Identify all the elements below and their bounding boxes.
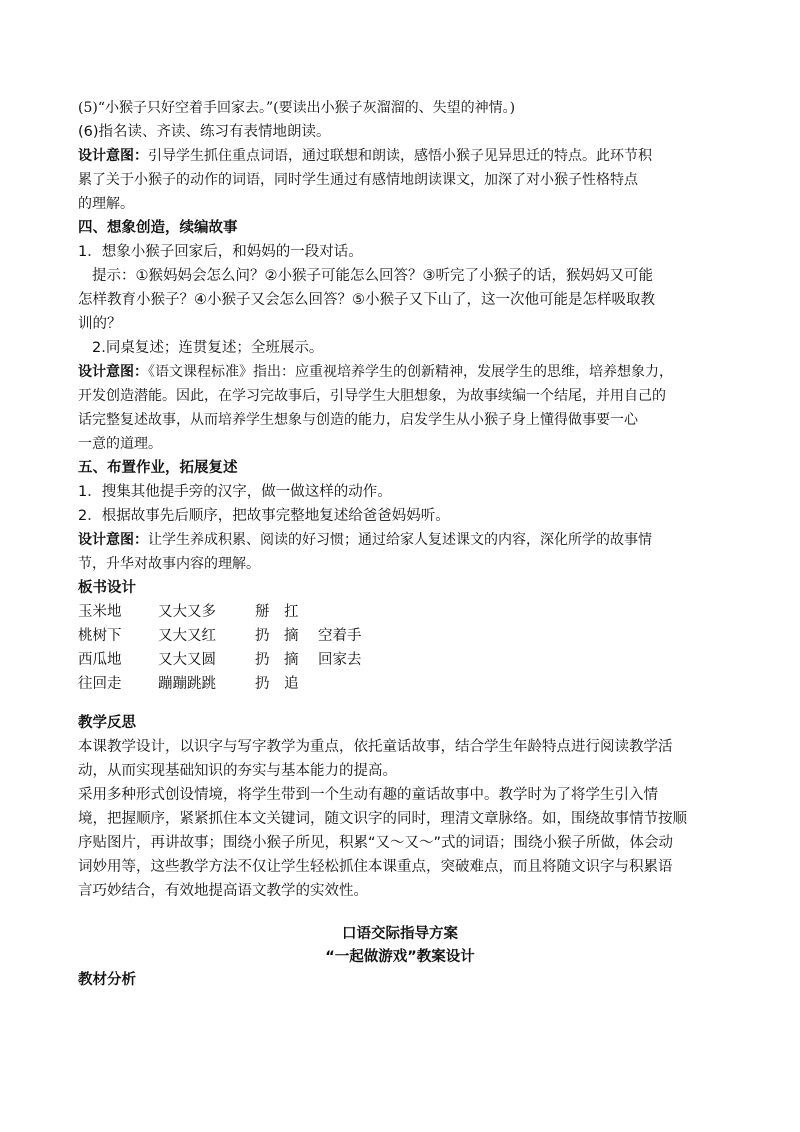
step-6: (6)指名读、齐读、练习有表情地朗读。	[78, 124, 331, 140]
design-intent-text: 引导学生抓住重点词语，通过联想和朗读，感悟小猴子见异思迁的特点。此环节积	[148, 148, 652, 164]
section-5-item-2: 2．根据故事先后顺序，把故事完整地复述给爸爸妈妈听。	[78, 508, 450, 524]
design-intent-4-line2: 开发创造潜能。因此，在学习完故事后，引导学生大胆想象，为故事续编一个结尾，并用自己的	[78, 388, 666, 404]
design-intent-3	[78, 144, 652, 168]
section-5-heading: 五、布置作业，拓展复述	[78, 460, 238, 476]
board-place: 往回走	[78, 676, 122, 692]
section-5-item-1: 1．搜集其他提手旁的汉字，做一做这样的动作。	[78, 484, 392, 500]
section-4-heading: 四、想象创造，续编故事	[78, 220, 238, 236]
board-heading: 板书设计	[78, 580, 136, 596]
reflection-p2-line3: 序贴图片，再讲故事；围绕小猴子所见，积累“又～又～”式的词语；围绕小猴子所做，体会动	[78, 835, 674, 851]
design-intent-4	[78, 360, 673, 384]
board-actions: 扔 摘	[255, 652, 299, 668]
board-result: 空着手	[318, 628, 362, 644]
design-intent-4-line3: 话完整复述故事，从而培养学生想象与创造的能力，启发学生从小猴子身上懂得做事要一心	[78, 412, 638, 428]
board-place: 玉米地	[78, 604, 122, 620]
design-intent-label: 设计意图：	[78, 532, 148, 548]
section-4-item-1: 1．想象小猴子回家后，和妈妈的一段对话。	[78, 244, 363, 260]
board-description: 又大又圆	[158, 652, 216, 668]
section-4-hint-line2: 怎样教育小猴子？④小猴子又会怎么回答？⑤小猴子又下山了，这一次他可能是怎样吸取教	[78, 292, 655, 308]
section-4-item-2: 2.同桌复述；连贯复述；全班展示。	[92, 340, 324, 356]
design-intent-text: 《语文课程标准》指出：应重视培养学生的创新精神，发展学生的思维，培养想象力，	[148, 364, 673, 380]
design-intent-4-line4: 一意的道理。	[78, 436, 162, 452]
board-result: 回家去	[318, 652, 362, 668]
board-place: 西瓜地	[78, 652, 122, 668]
reflection-p1-line2: 动，从而实现基础知识的夯实与基本能力的提高。	[78, 763, 397, 779]
design-intent-5-line2: 节，升华对故事内容的理解。	[78, 556, 260, 572]
design-intent-label: 设计意图：	[78, 148, 148, 164]
design-intent-text: 让学生养成积累、阅读的好习惯；通过给家人复述课文的内容，深化所学的故事情	[148, 532, 652, 548]
board-actions: 掰 扛	[255, 604, 299, 620]
board-place: 桃树下	[78, 628, 122, 644]
design-intent-label: 设计意图：	[78, 364, 148, 380]
section-4-hint-line1: 提示：①猴妈妈会怎么问？②小猴子可能怎么回答？③听完了小猴子的话，猴妈妈又可能	[92, 268, 653, 284]
reflection-p2-line1: 采用多种形式创设情境，将学生带到一个生动有趣的童话故事中。教学时为了将学生引入情	[78, 787, 658, 803]
next-section-title-1: 口语交际指导方案	[342, 926, 458, 942]
design-intent-3-line3: 的理解。	[78, 196, 134, 212]
board-description: 又大又多	[158, 604, 216, 620]
board-actions: 扔 追	[255, 676, 299, 692]
reflection-p2-line5: 言巧妙结合，有效地提高语文教学的实效性。	[78, 883, 368, 899]
reflection-p1-line1: 本课教学设计，以识字与写字教学为重点，依托童话故事，结合学生年龄特点进行阅读教学活	[78, 739, 673, 755]
next-section-title-2: “一起做游戏”教案设计	[325, 949, 475, 965]
reflection-p2-line2: 境，把握顺序，紧紧抓住本文关键词，随文识字的同时，理清文章脉络。如，围绕故事情节按顺	[78, 811, 687, 827]
board-description: 又大又红	[158, 628, 216, 644]
next-section-heading: 教材分析	[78, 972, 136, 988]
section-4-hint-line3: 训的？	[78, 316, 122, 332]
reflection-heading: 教学反思	[78, 715, 136, 731]
board-actions: 扔 摘	[255, 628, 299, 644]
step-5: (5)“小猴子只好空着手回家去。”(要读出小猴子灰溜溜的、失望的神情。)	[78, 100, 516, 116]
board-description: 蹦蹦跳跳	[158, 676, 216, 692]
design-intent-3-line2: 累了关于小猴子的动作的词语，同时学生通过有感情地朗读课文，加深了对小猴子性格特点	[78, 172, 638, 188]
reflection-p2-line4: 词妙用等，这些教学方法不仅让学生轻松抓住本课重点，突破难点，而且将随文识字与积累语	[78, 859, 673, 875]
design-intent-5	[78, 528, 652, 552]
